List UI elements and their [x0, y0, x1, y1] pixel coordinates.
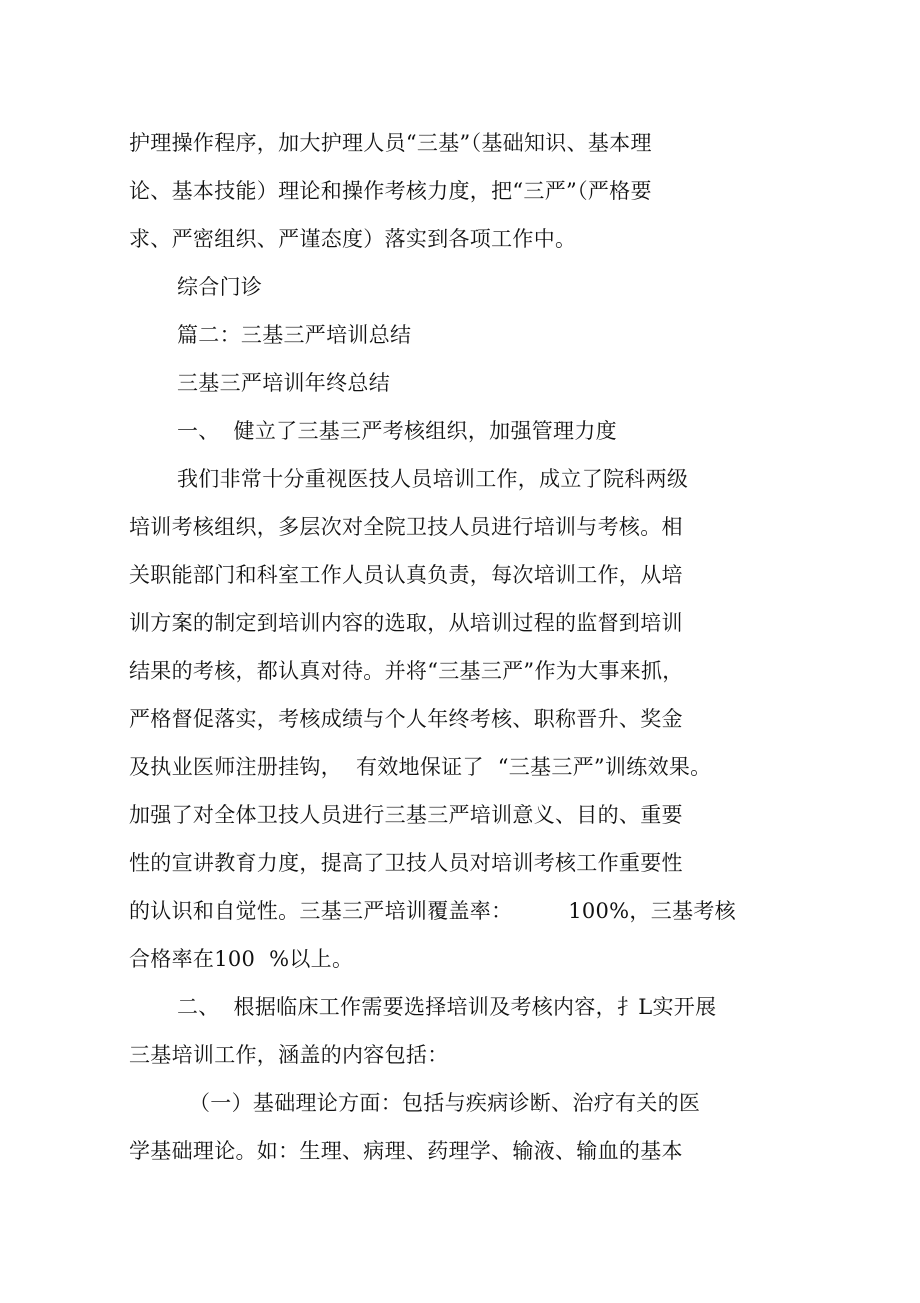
text-line: 关职能部门和科室工作人员认真负责，每次培训工作，从培 [129, 563, 683, 587]
subsection-heading: （一）基础理论方面：包括与疾病诊断、治疗有关的医 [189, 1091, 701, 1115]
text-line: 护理操作程序，加大护理人员“三基”（基础知识、基本理 [129, 131, 652, 155]
text-line: 训方案的制定到培训内容的选取，从培训过程的监督到培训 [129, 611, 683, 635]
text-line: 结果的考核，都认真对待。并将“三基三严”作为大事来抓， [129, 659, 684, 683]
text-line: 论、基本技能）理论和操作考核力度，把“三严”（严格要 [129, 179, 652, 203]
section-heading-2: 二、 根据临床工作需要选择培训及考核内容，扌L实开展 [177, 995, 717, 1019]
text-line: 加强了对全体卫技人员进行三基三严培训意义、目的、重要 [129, 803, 683, 827]
section-heading-1: 一、 健立了三基三严考核组织，加强管理力度 [177, 419, 617, 443]
text-line: 求、严密组织、严谨态度）落实到各项工作中。 [129, 227, 577, 251]
section-label: 综合门诊 [177, 275, 263, 299]
text-line: 的认识和自觉性。三基三严培训覆盖率： 100%，三基考核 [129, 899, 736, 923]
text-line: 学基础理论。如：生理、病理、药理学、输液、输血的基本 [129, 1139, 683, 1163]
document-title: 三基三严培训年终总结 [177, 371, 390, 395]
text-line: 培训考核组织，多层次对全院卫技人员进行培训与考核。相 [129, 515, 683, 539]
text-line: 及执业医师注册挂钩， 有效地保证了 “三基三严”训练效果。 [129, 755, 712, 779]
article-title: 篇二：三基三严培训总结 [177, 323, 412, 347]
text-line: 合格率在100 %以上。 [129, 947, 354, 971]
text-line: 性的宣讲教育力度，提高了卫技人员对培训考核工作重要性 [129, 851, 683, 875]
text-line: 严格督促落实，考核成绩与个人年终考核、职称晋升、奖金 [129, 707, 683, 731]
text-line: 我们非常十分重视医技人员培训工作，成立了院科两级 [177, 467, 689, 491]
text-line: 三基培训工作，涵盖的内容包括： [129, 1043, 449, 1067]
